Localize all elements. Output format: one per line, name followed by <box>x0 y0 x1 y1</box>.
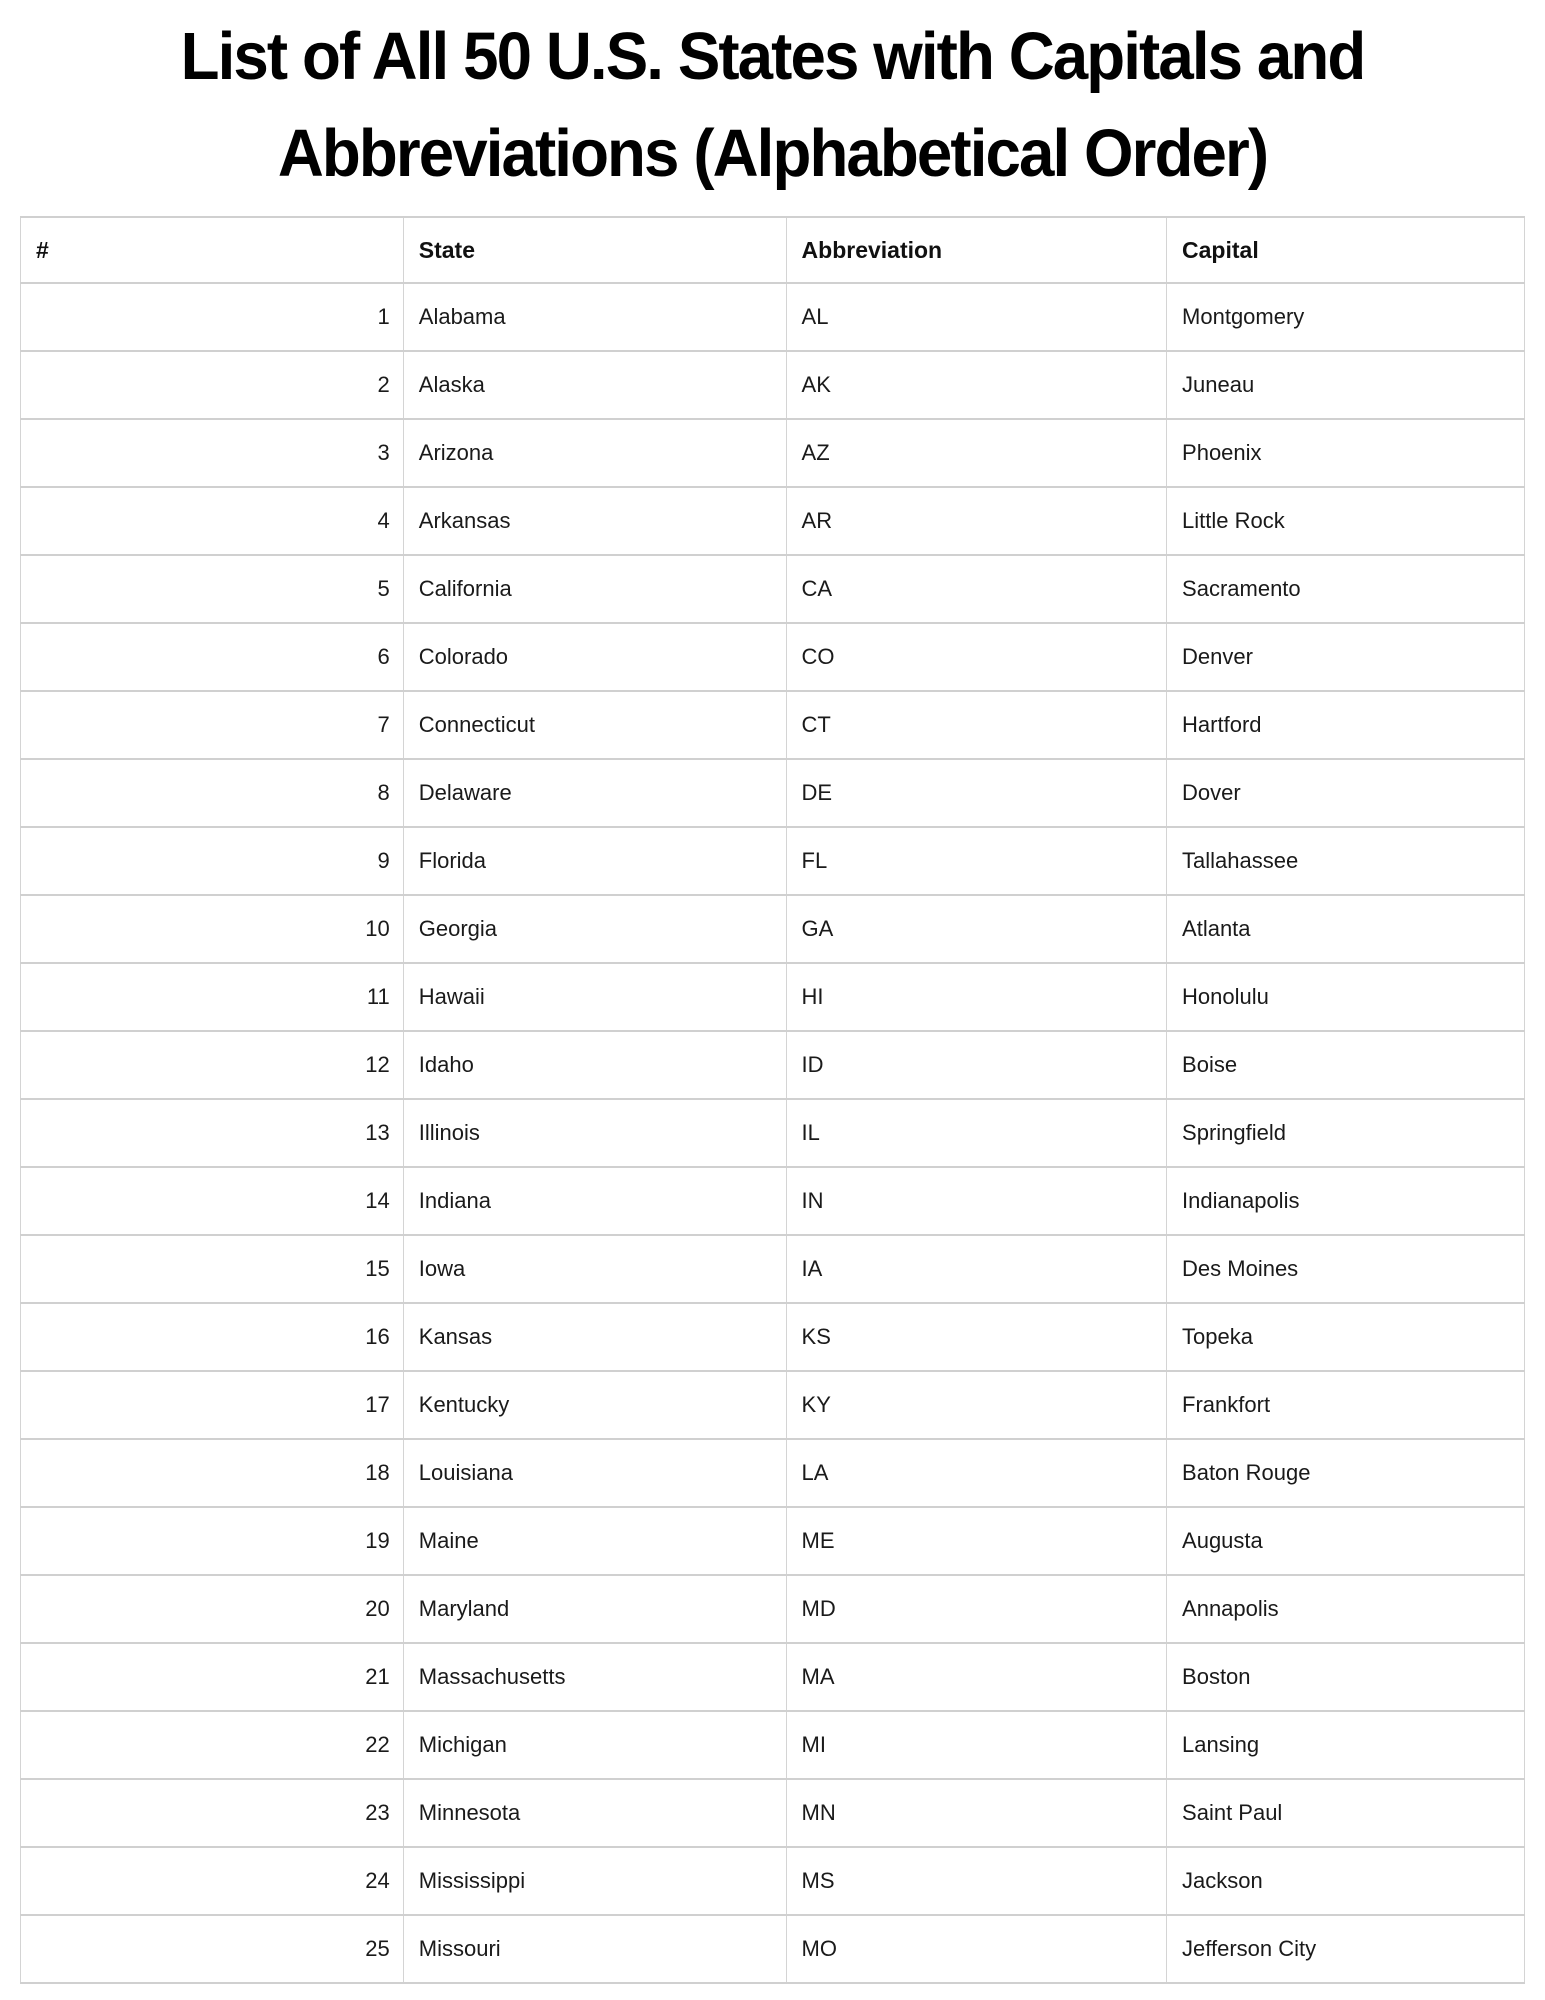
state-cell: Louisiana <box>403 1439 786 1507</box>
abbreviation-cell: CA <box>786 555 1167 623</box>
state-cell: Kansas <box>403 1303 786 1371</box>
abbreviation-cell: ID <box>786 1031 1167 1099</box>
state-cell: Kentucky <box>403 1371 786 1439</box>
abbreviation-cell: IN <box>786 1167 1167 1235</box>
capital-cell: Little Rock <box>1167 487 1525 555</box>
row-number-cell: 8 <box>21 759 404 827</box>
capital-cell: Dover <box>1167 759 1525 827</box>
abbreviation-cell: AK <box>786 351 1167 419</box>
capital-cell: Jackson <box>1167 1847 1525 1915</box>
capital-cell: Juneau <box>1167 351 1525 419</box>
state-cell: Florida <box>403 827 786 895</box>
state-cell: Minnesota <box>403 1779 786 1847</box>
table-row <box>21 1235 1525 1303</box>
table-row <box>21 487 1525 555</box>
row-number-cell: 23 <box>21 1779 404 1847</box>
state-cell: Colorado <box>403 623 786 691</box>
capital-cell: Jefferson City <box>1167 1915 1525 1983</box>
abbreviation-cell: IA <box>786 1235 1167 1303</box>
row-number-cell: 4 <box>21 487 404 555</box>
table-row <box>21 1099 1525 1167</box>
table-row <box>21 1371 1525 1439</box>
abbreviation-cell: MI <box>786 1711 1167 1779</box>
abbreviation-cell: GA <box>786 895 1167 963</box>
row-number-cell: 13 <box>21 1099 404 1167</box>
abbreviation-cell: AL <box>786 283 1167 351</box>
table-row <box>21 1507 1525 1575</box>
table-row <box>21 1847 1525 1915</box>
table-header-row <box>21 217 1525 283</box>
state-cell: Indiana <box>403 1167 786 1235</box>
row-number-cell: 15 <box>21 1235 404 1303</box>
capital-cell: Honolulu <box>1167 963 1525 1031</box>
capital-cell: Boston <box>1167 1643 1525 1711</box>
row-number-cell: 16 <box>21 1303 404 1371</box>
row-number-cell: 24 <box>21 1847 404 1915</box>
table-row <box>21 1915 1525 1983</box>
abbreviation-cell: FL <box>786 827 1167 895</box>
abbreviation-cell: DE <box>786 759 1167 827</box>
header-capital: Capital <box>1167 217 1525 283</box>
state-cell: Missouri <box>403 1915 786 1983</box>
page-title-line-1: List of All 50 U.S. States with Capitals and <box>180 19 1365 94</box>
abbreviation-cell: CT <box>786 691 1167 759</box>
state-cell: Massachusetts <box>403 1643 786 1711</box>
capital-cell: Denver <box>1167 623 1525 691</box>
row-number-cell: 9 <box>21 827 404 895</box>
capital-cell: Montgomery <box>1167 283 1525 351</box>
table-row <box>21 1575 1525 1643</box>
state-cell: Iowa <box>403 1235 786 1303</box>
row-number-cell: 11 <box>21 963 404 1031</box>
capital-cell: Baton Rouge <box>1167 1439 1525 1507</box>
state-cell: Idaho <box>403 1031 786 1099</box>
table-row <box>21 1303 1525 1371</box>
state-cell: Illinois <box>403 1099 786 1167</box>
row-number-cell: 17 <box>21 1371 404 1439</box>
capital-cell: Tallahassee <box>1167 827 1525 895</box>
state-cell: Connecticut <box>403 691 786 759</box>
capital-cell: Des Moines <box>1167 1235 1525 1303</box>
abbreviation-cell: ME <box>786 1507 1167 1575</box>
capital-cell: Saint Paul <box>1167 1779 1525 1847</box>
abbreviation-cell: AR <box>786 487 1167 555</box>
table-row <box>21 283 1525 351</box>
abbreviation-cell: CO <box>786 623 1167 691</box>
row-number-cell: 7 <box>21 691 404 759</box>
table-row <box>21 1643 1525 1711</box>
table-row <box>21 827 1525 895</box>
row-number-cell: 18 <box>21 1439 404 1507</box>
abbreviation-cell: MS <box>786 1847 1167 1915</box>
abbreviation-cell: IL <box>786 1099 1167 1167</box>
header-state: State <box>403 217 786 283</box>
row-number-cell: 5 <box>21 555 404 623</box>
abbreviation-cell: KY <box>786 1371 1167 1439</box>
row-number-cell: 22 <box>21 1711 404 1779</box>
row-number-cell: 2 <box>21 351 404 419</box>
page-title <box>0 0 1545 202</box>
capital-cell: Sacramento <box>1167 555 1525 623</box>
state-cell: Maine <box>403 1507 786 1575</box>
state-cell: Hawaii <box>403 963 786 1031</box>
header-number: # <box>21 217 404 283</box>
state-cell: Delaware <box>403 759 786 827</box>
row-number-cell: 12 <box>21 1031 404 1099</box>
capital-cell: Frankfort <box>1167 1371 1525 1439</box>
header-abbreviation: Abbreviation <box>786 217 1167 283</box>
state-cell: Arkansas <box>403 487 786 555</box>
table-row <box>21 419 1525 487</box>
capital-cell: Springfield <box>1167 1099 1525 1167</box>
table-row <box>21 963 1525 1031</box>
table-row <box>21 1167 1525 1235</box>
abbreviation-cell: LA <box>786 1439 1167 1507</box>
row-number-cell: 10 <box>21 895 404 963</box>
page-title-line-2: Abbreviations (Alphabetical Order) <box>277 116 1268 191</box>
states-table-container <box>20 216 1525 1984</box>
state-cell: Alabama <box>403 283 786 351</box>
table-row <box>21 759 1525 827</box>
row-number-cell: 21 <box>21 1643 404 1711</box>
row-number-cell: 6 <box>21 623 404 691</box>
row-number-cell: 1 <box>21 283 404 351</box>
capital-cell: Indianapolis <box>1167 1167 1525 1235</box>
abbreviation-cell: HI <box>786 963 1167 1031</box>
state-cell: California <box>403 555 786 623</box>
table-row <box>21 351 1525 419</box>
table-row <box>21 555 1525 623</box>
capital-cell: Annapolis <box>1167 1575 1525 1643</box>
states-table <box>20 216 1525 1984</box>
state-cell: Alaska <box>403 351 786 419</box>
table-row <box>21 1031 1525 1099</box>
state-cell: Mississippi <box>403 1847 786 1915</box>
table-row <box>21 1711 1525 1779</box>
row-number-cell: 25 <box>21 1915 404 1983</box>
table-row <box>21 691 1525 759</box>
row-number-cell: 3 <box>21 419 404 487</box>
state-cell: Maryland <box>403 1575 786 1643</box>
abbreviation-cell: AZ <box>786 419 1167 487</box>
capital-cell: Topeka <box>1167 1303 1525 1371</box>
table-row <box>21 1779 1525 1847</box>
abbreviation-cell: MN <box>786 1779 1167 1847</box>
row-number-cell: 20 <box>21 1575 404 1643</box>
state-cell: Michigan <box>403 1711 786 1779</box>
table-row <box>21 895 1525 963</box>
abbreviation-cell: MO <box>786 1915 1167 1983</box>
capital-cell: Lansing <box>1167 1711 1525 1779</box>
capital-cell: Phoenix <box>1167 419 1525 487</box>
capital-cell: Augusta <box>1167 1507 1525 1575</box>
abbreviation-cell: KS <box>786 1303 1167 1371</box>
row-number-cell: 14 <box>21 1167 404 1235</box>
table-row <box>21 1439 1525 1507</box>
table-row <box>21 623 1525 691</box>
state-cell: Arizona <box>403 419 786 487</box>
abbreviation-cell: MD <box>786 1575 1167 1643</box>
capital-cell: Atlanta <box>1167 895 1525 963</box>
state-cell: Georgia <box>403 895 786 963</box>
capital-cell: Hartford <box>1167 691 1525 759</box>
abbreviation-cell: MA <box>786 1643 1167 1711</box>
capital-cell: Boise <box>1167 1031 1525 1099</box>
row-number-cell: 19 <box>21 1507 404 1575</box>
